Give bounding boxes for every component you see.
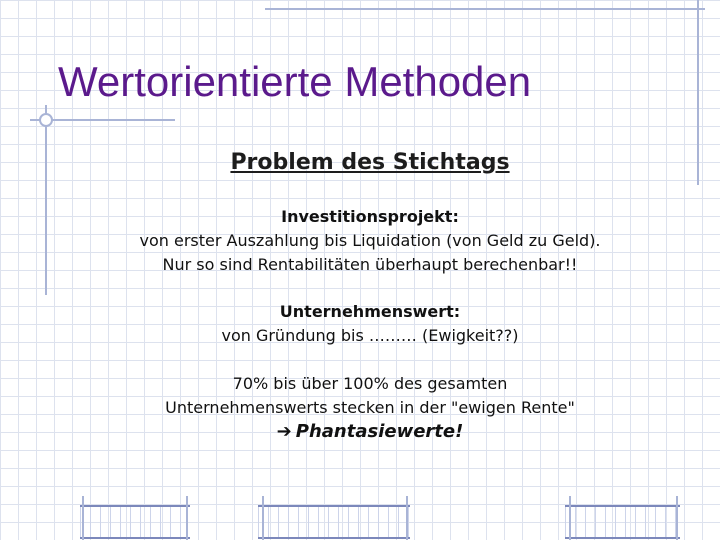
company-value-line-1: von Gründung bis ……… (Ewigkeit??): [221, 326, 519, 345]
decor-bottom-tick-1: [82, 496, 84, 540]
decor-bottom-box-1: [80, 505, 190, 539]
investment-project-line-2: Nur so sind Rentabilitäten überhaupt berechenbar!!: [162, 255, 578, 274]
investment-project-block: [60, 205, 680, 277]
decor-bottom-tick-4: [406, 496, 408, 540]
company-value-block: [60, 300, 680, 348]
decor-top-right-horizontal: [265, 8, 705, 10]
company-value-heading: Unternehmenswert:: [279, 302, 461, 321]
conclusion-text: Phantasiewerte!: [295, 421, 464, 442]
decor-bottom-tick-2: [186, 496, 188, 540]
decor-bottom-box-3: [565, 505, 680, 539]
investment-project-heading: Investitionsprojekt:: [281, 207, 459, 226]
decor-bottom-box-2: [258, 505, 410, 539]
decor-bottom-tick-5: [569, 496, 571, 540]
slide-subtitle: Problem des Stichtags: [230, 150, 510, 175]
perpetuity-block: [60, 372, 680, 444]
perpetuity-line-1: 70% bis über 100% des gesamten: [232, 374, 508, 393]
arrow-right-icon: ➔: [276, 421, 292, 442]
decor-bottom-tick-3: [262, 496, 264, 540]
decor-bottom-tick-6: [676, 496, 678, 540]
perpetuity-line-2: Unternehmenswerts stecken in der "ewigen Rente": [165, 398, 575, 417]
conclusion-line: [60, 420, 680, 444]
slide-title: Wertorientierte Methoden: [58, 58, 532, 105]
decor-top-right-vertical: [697, 0, 699, 185]
investment-project-line-1: von erster Auszahlung bis Liquidation (von Geld zu Geld).: [139, 231, 601, 250]
decor-circle-marker: [39, 113, 53, 127]
decor-left-vertical: [45, 105, 47, 295]
